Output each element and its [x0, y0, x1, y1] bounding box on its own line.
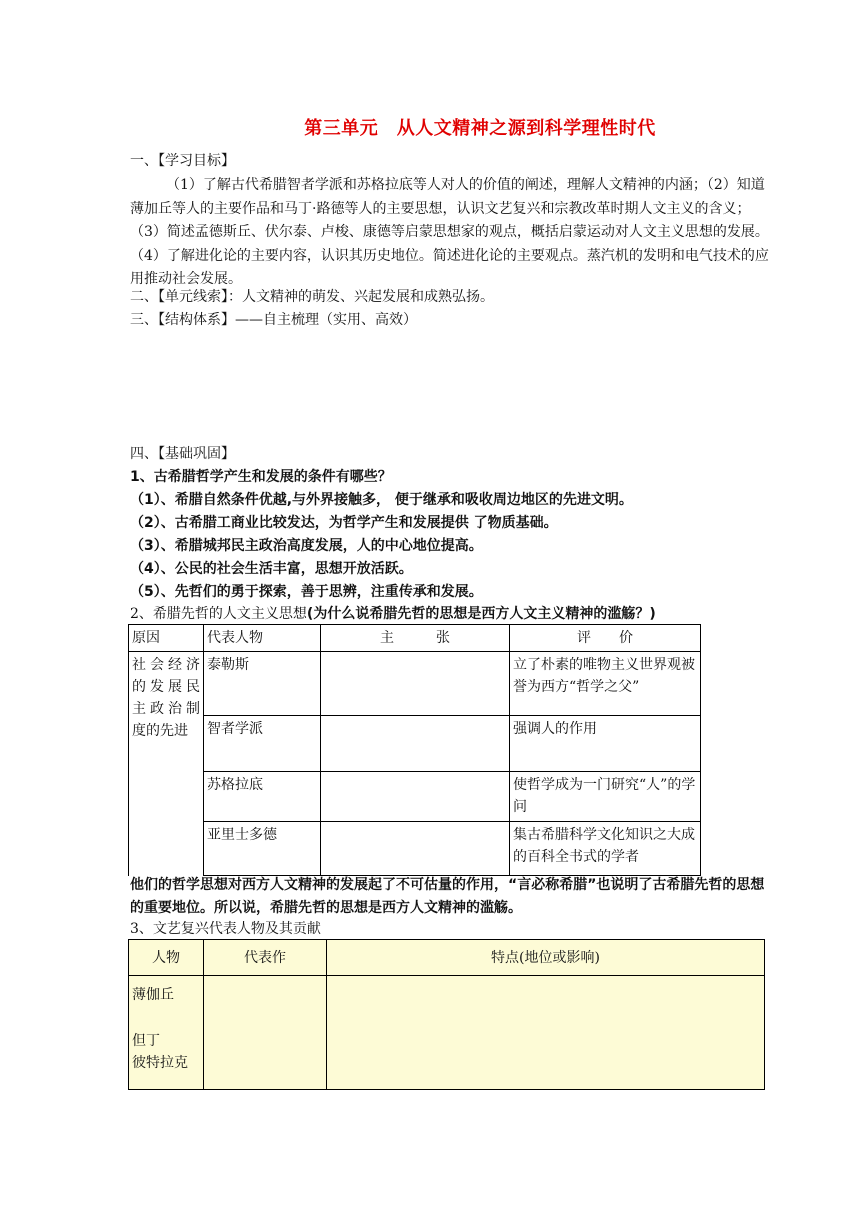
person-name: 但丁 — [132, 1033, 160, 1049]
table-row-person: 泰勒斯 — [204, 652, 321, 716]
table-row-view — [321, 716, 510, 772]
table-row-comment: 强调人的作用 — [510, 716, 701, 772]
conclusion-text: 他们的哲学思想对西方人文精神的发展起了不可估量的作用，“言必称希腊”也说明了古希腊先哲的思想的重要地位。所以说，希腊先哲的思想是西方人文精神的滥觞。 — [130, 877, 765, 916]
renaissance-persons-cell — [129, 976, 204, 1090]
answer-item-5: （5）、先哲们的勇于探索，善于思辨，注重传承和发展。 — [130, 584, 483, 600]
header-work: 代表作 — [204, 940, 327, 976]
section2-clue: 二、【单元线索】：人文精神的萌发、兴起发展和成熟弘扬。 — [130, 289, 494, 305]
table-row-view — [321, 652, 510, 716]
person-name: 彼特拉克 — [132, 1055, 188, 1071]
table-row-comment: 立了朴素的唯物主义世界观被誉为西方“哲学之父” — [510, 652, 701, 716]
answer-item-1: （1）、希腊自然条件优越,与外界接触多， 便于继承和吸收周边地区的先进文明。 — [130, 492, 633, 508]
section1-heading: 一、【学习目标】 — [130, 153, 235, 169]
question-2-prefix: 2、希腊先哲的人文主义思想 — [130, 606, 307, 622]
question-3: 3、文艺复兴代表人物及其贡献 — [130, 921, 321, 937]
table-row-view — [321, 822, 510, 876]
page-title: 第三单元 从人文精神之源到科学理性时代 — [304, 118, 656, 139]
question-1: 1、古希腊哲学产生和发展的条件有哪些？ — [130, 469, 392, 485]
greek-philosophers-table — [128, 624, 701, 876]
table-row-person: 亚里士多德 — [204, 822, 321, 876]
answer-item-2: （2）、古希腊工商业比较发达，为哲学产生和发展提供 了物质基础。 — [130, 515, 558, 531]
reason-cell: 社会经济的发展民主政治制度的先进 — [129, 652, 204, 876]
table-row-person: 智者学派 — [204, 716, 321, 772]
table-row-view — [321, 772, 510, 822]
question-2 — [130, 603, 770, 625]
header-person: 人物 — [129, 940, 204, 976]
header-person: 代表人物 — [204, 625, 321, 652]
learning-goals-text: （1）了解古代希腊智者学派和苏格拉底等人对人的价值的阐述，理解人文精神的内涵；（2）知道薄加丘等人的主要作品和马丁·路德等人的主要思想，认识文艺复兴和宗教改革时期人文主义的含义；（3）简述孟德斯丘、伏尔泰、卢梭、康德等启蒙思想家的观点，概括启蒙运动对人文主义思想的发展。（4）了解进化论的主要内容，认识其历史地位。简述进化论的主要观点。蒸汽机的发明和电气技术的应用推动社会发展。 — [130, 177, 769, 287]
work-cell — [204, 976, 327, 1090]
question-2-bold: (为什么说希腊先哲的思想是西方人文主义精神的滥觞？) — [306, 606, 656, 622]
section4-heading: 四、【基础巩固】 — [130, 446, 235, 462]
table-row-comment: 集古希腊科学文化知识之大成的百科全书式的学者 — [510, 822, 701, 876]
renaissance-table — [128, 939, 765, 1090]
header-reason: 原因 — [129, 625, 204, 652]
feature-cell — [327, 976, 765, 1090]
header-comment: 评 价 — [510, 625, 701, 652]
table-row-person: 苏格拉底 — [204, 772, 321, 822]
section3-structure: 三、【结构体系】——自主梳理（实用、高效） — [130, 312, 417, 328]
answer-item-4: （4）、公民的社会生活丰富，思想开放活跃。 — [130, 561, 413, 577]
header-feature: 特点(地位或影响) — [327, 940, 765, 976]
table-row-comment: 使哲学成为一门研究“人”的学问 — [510, 772, 701, 822]
person-name: 薄伽丘 — [132, 987, 174, 1003]
header-view: 主 张 — [321, 625, 510, 652]
answer-item-3: （3）、希腊城邦民主政治高度发展，人的中心地位提高。 — [130, 538, 483, 554]
